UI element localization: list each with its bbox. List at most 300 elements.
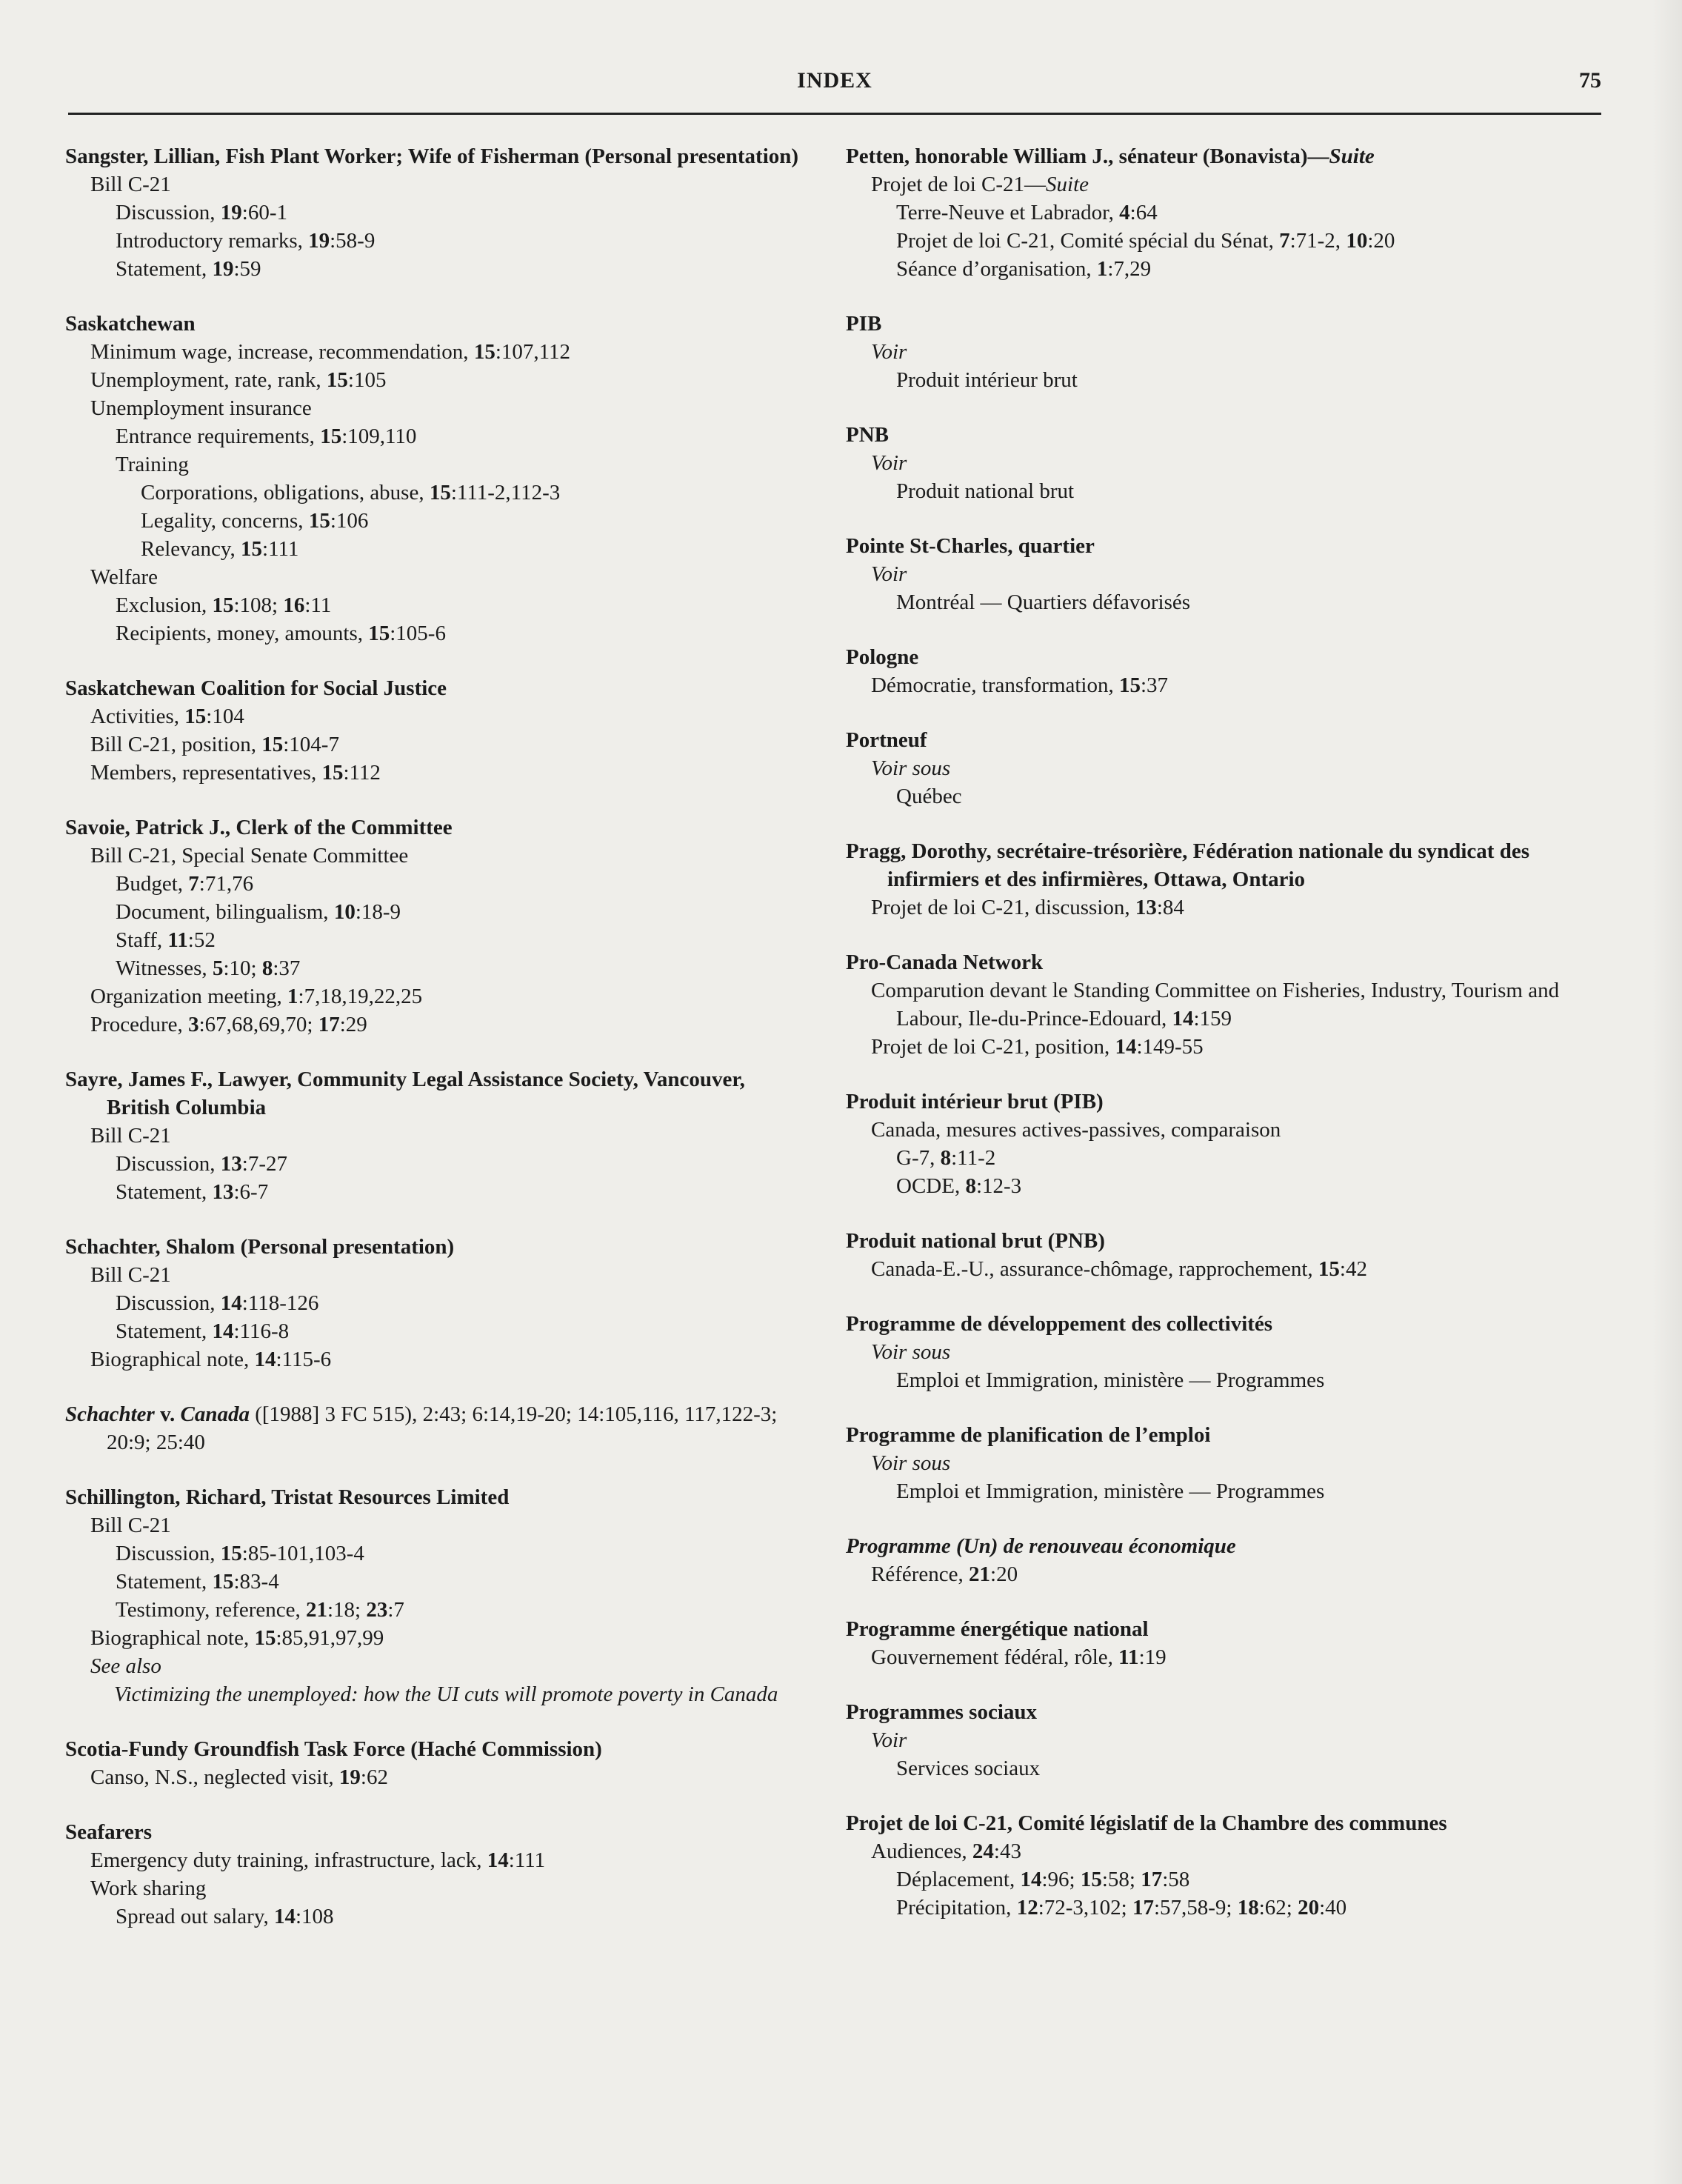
page-reference: :104-7	[283, 733, 339, 756]
subentry-line	[846, 893, 1586, 922]
entry-heading	[65, 1735, 806, 1763]
page-reference: :52	[187, 928, 216, 952]
subentry-line	[65, 619, 806, 647]
subentry-line	[846, 1643, 1586, 1671]
heading-text: Programme de développement des collectivités	[846, 1312, 1273, 1336]
page-reference: :62;	[1258, 1896, 1298, 1920]
subentry-line	[846, 671, 1586, 699]
issue-number: 8	[965, 1174, 976, 1198]
page-reference: :42	[1339, 1257, 1367, 1281]
subentry-line	[846, 976, 1586, 1033]
heading-text: Savoie, Patrick J., Clerk of the Committee	[65, 816, 453, 839]
subentry-text: Audiences,	[871, 1840, 972, 1863]
page-reference: :96;	[1041, 1868, 1081, 1891]
issue-number: 15	[212, 1570, 234, 1594]
page-reference: :7-27	[241, 1152, 288, 1176]
page-reference: :108	[295, 1905, 334, 1928]
subentry-line	[846, 1366, 1586, 1394]
subentry-text: Bill C-21	[90, 1263, 171, 1287]
subentry-text: Relevancy,	[141, 537, 241, 561]
subentry-text: Work sharing	[90, 1877, 207, 1900]
subentry-text: Canada, mesures actives-passives, comparaison	[871, 1118, 1281, 1142]
issue-number: 21	[969, 1562, 991, 1586]
subentry-line	[65, 730, 806, 759]
heading-text: Produit national brut (PNB)	[846, 1229, 1105, 1253]
entry-heading	[846, 1421, 1586, 1449]
subentry-text: OCDE,	[896, 1174, 966, 1198]
page-reference: :109,110	[341, 425, 417, 448]
heading-text: Schillington, Richard, Tristat Resources Limited	[65, 1485, 510, 1509]
index-entry	[65, 1735, 806, 1791]
issue-number: 14	[254, 1348, 276, 1371]
issue-number: 14	[273, 1905, 296, 1928]
subentry-text: Voir sous	[871, 1340, 951, 1364]
subentry-line	[65, 450, 806, 479]
subentry-line	[846, 338, 1586, 366]
entry-heading	[846, 1227, 1586, 1255]
subentry-line	[65, 1289, 806, 1317]
index-entry	[846, 1532, 1586, 1588]
heading-text: Saskatchewan Coalition for Social Justice	[65, 676, 447, 700]
page-reference: :84	[1156, 896, 1184, 919]
issue-number: 20	[1298, 1896, 1320, 1920]
issue-number: 19	[308, 229, 330, 253]
header-rule	[68, 113, 1601, 115]
issue-number: 15	[1318, 1257, 1340, 1281]
index-column-right	[846, 142, 1586, 1948]
subentry-line	[846, 199, 1586, 227]
case-party: Schachter	[65, 1402, 155, 1426]
entry-heading	[65, 1233, 806, 1261]
issue-number: 17	[1141, 1868, 1163, 1891]
subentry-line	[65, 1568, 806, 1596]
subentry-line	[65, 1652, 806, 1680]
page-reference: :112	[343, 761, 381, 785]
issue-number: 15	[1119, 673, 1141, 697]
page-reference: :85,91,97,99	[276, 1626, 384, 1650]
subentry-text: Document, bilingualism,	[116, 900, 334, 924]
subentry-line	[65, 1261, 806, 1289]
subentry-text: Déplacement,	[896, 1868, 1021, 1891]
heading-text: Seafarers	[65, 1820, 153, 1844]
heading-text: Projet de loi C-21, Comité législatif de la Chambre des communes	[846, 1811, 1447, 1835]
index-entry	[65, 1483, 806, 1708]
page-reference: :57,58-9;	[1153, 1896, 1238, 1920]
subentry-line	[846, 170, 1586, 199]
subentry-text: Projet de loi C-21—	[871, 173, 1047, 196]
page-reference: :58;	[1101, 1868, 1141, 1891]
subentry-line	[65, 898, 806, 926]
subentry-line	[846, 588, 1586, 616]
page-reference: :6-7	[233, 1180, 269, 1204]
issue-number: 19	[212, 257, 234, 281]
subentry-line	[65, 982, 806, 1011]
issue-number: 17	[1132, 1896, 1154, 1920]
case-party: Canada	[180, 1402, 250, 1426]
page-reference: :83-4	[233, 1570, 279, 1594]
subentry-line	[65, 338, 806, 366]
heading-text: Portneuf	[846, 728, 927, 752]
page-reference: :18;	[327, 1598, 367, 1622]
entry-heading	[65, 1065, 806, 1122]
subentry-line	[65, 1596, 806, 1624]
issue-number: 19	[220, 201, 242, 224]
case-versus: v.	[154, 1402, 181, 1426]
index-entry	[846, 142, 1586, 283]
subentry-text: Projet de loi C-21, Comité spécial du Sénat,	[896, 229, 1280, 253]
index-entry	[846, 837, 1586, 922]
subentry-line	[846, 1033, 1586, 1061]
heading-text: Scotia-Fundy Groundfish Task Force (Haché Commission)	[65, 1737, 602, 1761]
subentry-text: Members, representatives,	[90, 761, 322, 785]
subentry-text: Voir	[871, 451, 907, 475]
subentry-text: Précipitation,	[896, 1896, 1017, 1920]
index-column-left	[65, 142, 806, 1957]
issue-number: 1	[287, 985, 298, 1008]
subentry-line	[65, 1150, 806, 1178]
index-entry	[846, 948, 1586, 1061]
heading-text: Pro-Canada Network	[846, 950, 1044, 974]
subentry-line	[65, 1178, 806, 1206]
subentry-text: Training	[116, 453, 189, 476]
subentry-line	[65, 563, 806, 591]
subentry-text: Emploi et Immigration, ministère — Programmes	[896, 1479, 1325, 1503]
subentry-text: Emergency duty training, infrastructure, lack,	[90, 1848, 487, 1872]
index-entry	[65, 813, 806, 1039]
issue-number: 1	[1096, 257, 1108, 281]
subentry-line	[846, 1837, 1586, 1865]
index-entry	[65, 674, 806, 787]
subentry-text: Québec	[896, 785, 962, 808]
issue-number: 12	[1016, 1896, 1038, 1920]
page-reference: :19	[1138, 1645, 1167, 1669]
index-entry	[65, 1065, 806, 1206]
subentry-text: Legality, concerns,	[141, 509, 309, 533]
subentry-text: Produit national brut	[896, 479, 1075, 503]
subentry-text: Victimizing the unemployed: how the UI cuts will promote poverty in Canada	[114, 1682, 778, 1706]
subentry-text: Montréal — Quartiers défavorisés	[896, 590, 1191, 614]
issue-number: 15	[308, 509, 330, 533]
entry-heading	[846, 1088, 1586, 1116]
subentry-text: Emploi et Immigration, ministère — Programmes	[896, 1368, 1325, 1392]
subentry-text: Projet de loi C-21, discussion,	[871, 896, 1135, 919]
subentry-line	[846, 1726, 1586, 1754]
issue-number: 21	[305, 1598, 327, 1622]
subentry-text: Bill C-21	[90, 1514, 171, 1537]
entry-heading	[846, 837, 1586, 893]
subentry-text: Minimum wage, increase, recommendation,	[90, 340, 474, 364]
issue-number: 15	[473, 340, 495, 364]
entry-heading	[846, 948, 1586, 976]
page-reference: :72-3,102;	[1038, 1896, 1132, 1920]
entry-heading	[846, 726, 1586, 754]
page-reference: :116-8	[233, 1319, 290, 1343]
subentry-text: Activities,	[90, 705, 185, 728]
page-reference: :111	[508, 1848, 546, 1872]
issue-number: 16	[283, 593, 305, 617]
subentry-line	[65, 535, 806, 563]
page-reference: :106	[330, 509, 369, 533]
subentry-line	[65, 1902, 806, 1931]
index-entry	[846, 1809, 1586, 1922]
subentry-text: Procedure,	[90, 1013, 189, 1036]
subentry-line	[846, 1338, 1586, 1366]
issue-number: 4	[1119, 201, 1130, 224]
entry-heading	[65, 310, 806, 338]
page-reference: :18-9	[355, 900, 401, 924]
issue-number: 10	[1346, 229, 1368, 253]
index-entry	[65, 1233, 806, 1374]
entry-heading	[846, 142, 1586, 170]
entry-heading	[65, 813, 806, 842]
subentry-text: Bill C-21, Special Senate Committee	[90, 844, 409, 868]
subentry-line	[846, 477, 1586, 505]
subentry-line	[65, 842, 806, 870]
heading-text: PNB	[846, 423, 889, 447]
subentry-text: Budget,	[116, 872, 189, 896]
issue-number: 3	[188, 1013, 199, 1036]
issue-number: 14	[487, 1848, 509, 1872]
subentry-line	[65, 1011, 806, 1039]
issue-number: 13	[212, 1180, 234, 1204]
subentry-text: Recipients, money, amounts,	[116, 622, 369, 645]
subentry-line	[846, 1894, 1586, 1922]
subentry-text: Biographical note,	[90, 1626, 255, 1650]
subentry-text: Discussion,	[116, 201, 221, 224]
subentry-line	[846, 782, 1586, 810]
page-reference: :7,18,19,22,25	[298, 985, 423, 1008]
page-reference: :40	[1319, 1896, 1347, 1920]
page-reference: :11	[304, 593, 332, 617]
running-header	[68, 68, 1601, 113]
page-reference: :115-6	[276, 1348, 332, 1371]
entry-heading	[846, 1809, 1586, 1837]
subentry-text: Statement,	[116, 1180, 213, 1204]
heading-text: Sangster, Lillian, Fish Plant Worker; Wife of Fisherman (Personal presentation)	[65, 144, 799, 168]
issue-number: 14	[1115, 1035, 1137, 1059]
subentry-line	[846, 449, 1586, 477]
subentry-line	[65, 1122, 806, 1150]
subentry-line	[846, 1865, 1586, 1894]
subentry-text: Bill C-21	[90, 173, 171, 196]
heading-text: Schachter, Shalom (Personal presentation)	[65, 1235, 455, 1259]
subentry-line	[846, 560, 1586, 588]
entry-heading	[846, 1698, 1586, 1726]
issue-number: 14	[1020, 1868, 1042, 1891]
subentry-text: Staff,	[116, 928, 168, 952]
page-reference: :107,112	[495, 340, 571, 364]
subentry-text: Voir sous	[871, 756, 951, 780]
subentry-line	[65, 394, 806, 422]
subentry-text: Bill C-21, position,	[90, 733, 262, 756]
subentry-text: Discussion,	[116, 1542, 221, 1565]
subentry-text: Statement,	[116, 1319, 213, 1343]
page-reference: :64	[1129, 201, 1158, 224]
subentry-line	[846, 255, 1586, 283]
page-reference: :111	[262, 537, 299, 561]
subentry-line	[65, 954, 806, 982]
entry-heading	[65, 1818, 806, 1846]
index-entry	[846, 1615, 1586, 1671]
entry-heading	[65, 1400, 806, 1456]
subentry-line	[65, 1874, 806, 1902]
subentry-line	[846, 1560, 1586, 1588]
issue-number: 15	[429, 481, 451, 505]
subentry-text: G-7,	[896, 1146, 941, 1170]
issue-number: 15	[254, 1626, 276, 1650]
heading-text: Saskatchewan	[65, 312, 196, 336]
subentry-text: Unemployment, rate, rank,	[90, 368, 327, 392]
page-reference: :118-126	[241, 1291, 319, 1315]
index-entry	[846, 1227, 1586, 1283]
issue-number: 11	[167, 928, 188, 952]
header-title: INDEX	[797, 68, 872, 93]
heading-text: Programme (Un) de renouveau économique	[846, 1534, 1236, 1558]
subentry-text: Projet de loi C-21, position,	[871, 1035, 1115, 1059]
page-reference: :12-3	[975, 1174, 1022, 1198]
page-reference: :149-55	[1136, 1035, 1204, 1059]
subentry-text: Canso, N.S., neglected visit,	[90, 1765, 339, 1789]
page-reference: :10;	[223, 956, 262, 980]
issue-number: 15	[368, 622, 390, 645]
page-reference: :37	[273, 956, 301, 980]
subentry-text: Corporations, obligations, abuse,	[141, 481, 430, 505]
subentry-line	[65, 366, 806, 394]
entry-heading	[65, 142, 806, 170]
subentry-text: Introductory remarks,	[116, 229, 309, 253]
issue-number: 23	[366, 1598, 388, 1622]
page-reference: :71,76	[198, 872, 254, 896]
subentry-text: Entrance requirements,	[116, 425, 321, 448]
issue-number: 5	[212, 956, 224, 980]
issue-number: 14	[1172, 1007, 1194, 1031]
page-reference: :85-101,103-4	[241, 1542, 364, 1565]
entry-heading	[846, 532, 1586, 560]
issue-number: 19	[338, 1765, 361, 1789]
heading-text: Programme énergétique national	[846, 1617, 1149, 1641]
subentry-text: Bill C-21	[90, 1124, 171, 1148]
heading-text: Programme de planification de l’emploi	[846, 1423, 1211, 1447]
subentry-line	[65, 227, 806, 255]
issue-number: 24	[972, 1840, 994, 1863]
subentry-line	[846, 1172, 1586, 1200]
subentry-line	[846, 366, 1586, 394]
subentry-line	[65, 591, 806, 619]
heading-text: Pointe St-Charles, quartier	[846, 534, 1095, 558]
issue-number: 15	[321, 761, 344, 785]
subentry-line	[65, 479, 806, 507]
subentry-suite: Suite	[1046, 173, 1089, 196]
issue-number: 15	[1080, 1868, 1102, 1891]
issue-number: 8	[940, 1146, 952, 1170]
subentry-line	[846, 1477, 1586, 1505]
issue-number: 14	[220, 1291, 242, 1315]
issue-number: 15	[261, 733, 284, 756]
index-entry	[65, 310, 806, 647]
subentry-text: Discussion,	[116, 1152, 221, 1176]
subentry-line	[846, 1144, 1586, 1172]
page-reference: :58	[1162, 1868, 1190, 1891]
page-reference: :58-9	[330, 229, 376, 253]
entry-heading	[846, 643, 1586, 671]
page-reference: :43	[993, 1840, 1021, 1863]
subentry-line	[65, 255, 806, 283]
subentry-line	[65, 170, 806, 199]
page-reference: :111-2,112-3	[450, 481, 561, 505]
page-reference: :11-2	[951, 1146, 996, 1170]
subentry-text: Statement,	[116, 257, 213, 281]
subentry-line	[65, 1511, 806, 1539]
page-reference: :20	[990, 1562, 1018, 1586]
heading-text: Pragg, Dorothy, secrétaire-trésorière, Fédération nationale du syndicat des infirmiers et des infirmières, Ottawa, Ontario	[846, 839, 1530, 891]
subentry-line	[846, 1754, 1586, 1782]
index-entry	[846, 421, 1586, 505]
page-reference: :159	[1193, 1007, 1232, 1031]
page-reference: :29	[339, 1013, 367, 1036]
index-entry	[65, 1818, 806, 1931]
issue-number: 15	[184, 705, 207, 728]
subentry-line	[65, 1317, 806, 1345]
issue-number: 15	[326, 368, 348, 392]
subentry-line	[65, 702, 806, 730]
subentry-line	[65, 759, 806, 787]
index-entry	[846, 1421, 1586, 1505]
subentry-text: Spread out salary,	[116, 1905, 274, 1928]
page-reference: :7,29	[1107, 257, 1152, 281]
subentry-text: Statement,	[116, 1570, 213, 1594]
heading-text: Programmes sociaux	[846, 1700, 1037, 1724]
subentry-line	[65, 422, 806, 450]
entry-heading	[65, 1483, 806, 1511]
subentry-line	[846, 1116, 1586, 1144]
entry-heading	[846, 1310, 1586, 1338]
entry-heading	[846, 421, 1586, 449]
issue-number: 14	[212, 1319, 234, 1343]
subentry-text: Canada-E.-U., assurance-chômage, rapprochement,	[871, 1257, 1318, 1281]
entry-heading	[846, 1615, 1586, 1643]
subentry-text: Voir	[871, 340, 907, 364]
subentry-line	[65, 1624, 806, 1652]
heading-text: Petten, honorable William J., sénateur (Bonavista)—	[846, 144, 1329, 168]
subentry-text: Comparution devant le Standing Committee on Fisheries, Industry, Tourism and Labour, Ile-du-Prince-Edouard,	[871, 979, 1560, 1031]
page-reference: :67,68,69,70;	[198, 1013, 318, 1036]
subentry-text: Testimony, reference,	[116, 1598, 306, 1622]
page-reference: :60-1	[241, 201, 288, 224]
subentry-line	[65, 199, 806, 227]
subentry-line	[846, 1449, 1586, 1477]
issue-number: 11	[1118, 1645, 1139, 1669]
subentry-line	[65, 507, 806, 535]
issue-number: 18	[1237, 1896, 1259, 1920]
heading-text: PIB	[846, 312, 882, 336]
index-entry	[65, 1400, 806, 1456]
subentry-text: Witnesses,	[116, 956, 213, 980]
index-entry	[846, 532, 1586, 616]
issue-number: 17	[318, 1013, 340, 1036]
subentry-text: Démocratie, transformation,	[871, 673, 1119, 697]
page-reference: :62	[360, 1765, 388, 1789]
page-reference: :105	[347, 368, 387, 392]
page-reference: :37	[1141, 673, 1169, 697]
issue-number: 7	[1279, 229, 1290, 253]
issue-number: 15	[241, 537, 263, 561]
entry-heading	[846, 310, 1586, 338]
subentry-line	[65, 926, 806, 954]
subentry-line	[846, 754, 1586, 782]
subentry-text: Services sociaux	[896, 1757, 1041, 1780]
index-entry	[846, 643, 1586, 699]
heading-text: Produit intérieur brut (PIB)	[846, 1090, 1104, 1113]
